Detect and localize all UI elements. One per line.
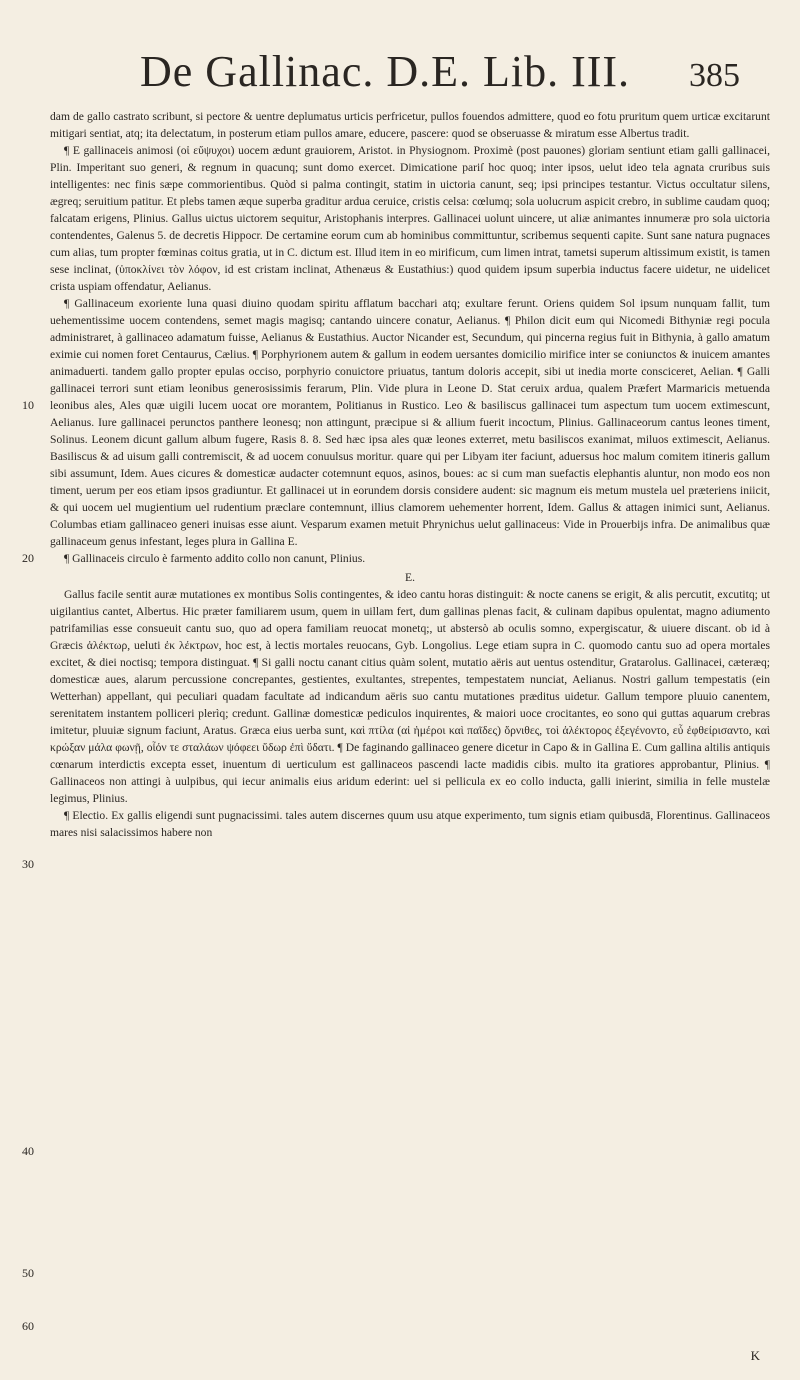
line-number: 30 bbox=[22, 857, 34, 871]
main-text bbox=[50, 108, 770, 841]
signature-mark: K bbox=[750, 1348, 760, 1363]
section-heading: E. bbox=[405, 571, 415, 584]
paragraph: ¶ Gallinaceum exoriente luna quasi diuino quodam spiritu afflatum bacchari atq; exultare ferunt. Oriens quidem Sol ipsum nunquam fallit, tum uehementissime uocem contendens, semet magis magisq; cantando uincere conatur, Aelianus. ¶ Philon dicit eum qui Nicomedi Bithyniæ regi pocula administraret, à gallinaceo adamatum fuisse, Aelianus & Eustathius. Auctor Nicander est, Secundum, qui pincerna regius fuit in Bithynia, à gallo amatum eximie cui nomen foret Centaurus, Cælius. ¶ Porphyrionem autem & gallum in eodem uersantes domicilio mirifice inter se coniunctos & inuicem amantes animaduerti. tandem gallo propter epulas occiso, porphyrio conuictore priuatus, tantum doloris accepit, sibi ut inedia morte consciceret, Aelian. ¶ Galli gallinacei terrori sunt etiam leonibus generosissimis ferarum, Plin. Vide plura in Leone D. Stat ceruix ardua, qualem Præfert Marmaricis metuenda leonibus ales, Ales quæ uigili lucem uocat ore morantem, Politianus in Rustico. Leo & basiliscus gallinacei tum aspectum tum uocem extimescunt, Aelianus. Iure gallinacei perunctos panthere leonesq; non attingunt, præcipue si & allium fuerit incoctum, Plinius. Gallinaceorum cantus leones timent, Solinus. Leonem dicunt gallum album fugere, Rasis 8. 8. Sed hæc ipsa ales quæ leones exterret, metu basiliscos exanimat, miluos extimescit, Aelianus. Basiliscus & ad uisum galli contremiscit, & ad uocem conuulsus moritur. quare qui per Libyam iter faciunt, aduersus hoc malum comitem itineris gallum sibi assumunt, Idem. Aues cicures & domesticæ audacter cotemnunt equos, asinos, boues: ac si cum man suefactis elephantis aluntur, non modo eos non timent, uerum per eos etiam ipsos gradiuntur. Et gallinacei ut in eorundem dorsis considere audent: sic magnum eis metum mustela uel præteriens iniicit, & qui uocem uel mugientium uel rudentium præclare contemnunt, illius clamorem uehementer horrent, Idem. Gallus & attagen inimici sunt, Aelianus. Columbas etiam gallinaceo generi inuisas esse aiunt. Vesparum examen metuit Phrynichus uelut gallinaceus: Vide in Prouerbijs infra. De animalibus quæ gallinaceum genus infestant, leges plura in Gallina E. bbox=[50, 297, 770, 548]
paragraph: ¶ E gallinaceis animosi (οἱ εὔψυχοι) uocem ædunt grauiorem, Aristot. in Physiognom. Proximè (post pauones) gloriam sentiunt etiam galli gallinacei, Plin. Imperitant suo generi, & regnum in quacunq; sunt domo exercet. Dimicatione pariſ hoc quoq; inter ipsos, uelut ideo tela agnata cruribus suis intelligentes: nec finis sæpe commorientibus. Quòd si palma contingit, statim in uictoria canunt, seq; ipsi principes testantur. Victus occultatur silens, ægreq; seruitium patitur. Et plebs tamen æque superba graditur ardua ceruice, cristis celsa: cœlumq; sola uolucrum aspicit crebro, in sublime caudam quoq; falcatam erigens, Plinius. Gallus uictus uictorem sequitur, Aristophanis interpres. Gallinacei uolunt uincere, ut aliæ animantes innumeræ pro sola uictoria contendentes, Galenus 5. de decretis Hippocr. De certamine eorum cum ab hominibus committuntur, scribemus sequenti capite. Sunt sane natura pugnaces cum alias, tum propter fœminas coitus gratia, ut in C. dictum est. Illud item in eo mirificum, cum limen intrat, tametsi superum altissimum existit, is tamen sese inclinat, (ὑποκλίνει τὸν λόφον, id est cristam inclinat, Athenæus & Eustathius:) quod quidem ipsum superbia inductus facere uidetur, ne uidelicet crista uspiam offendatur, Aelianus. bbox=[50, 144, 770, 293]
line-number: 40 bbox=[22, 1144, 34, 1158]
line-number: 20 bbox=[22, 551, 34, 565]
line-number: 10 bbox=[22, 398, 34, 412]
paragraph: ¶ Gallinaceis circulo è farmento addito collo non canunt, Plinius. bbox=[64, 552, 366, 565]
running-title: De Gallinac. D.E. Lib. III. bbox=[140, 47, 631, 96]
paragraph: ¶ Electio. Ex gallis eligendi sunt pugnacissimi. tales autem discernes quum usu atque experimento, tum signis etiam quibusdā, Florentinus. Gallinaceos mares nisi salacissimos habere non bbox=[50, 809, 770, 839]
paragraph: dam de gallo castrato scribunt, si pectore & uentre deplumatus urticis perfricetur, pullos fouendos admittere, quod eo fotu pruritum quem urticæ excitarunt mitigari sentiat, atq; ita delectatum, in posterum etiam pullos amare, educere, pascere: quod se obseruasse & miratum esse Albertus tradit. bbox=[50, 110, 770, 140]
line-number: 60 bbox=[22, 1319, 34, 1333]
line-number: 50 bbox=[22, 1266, 34, 1280]
paragraph: Gallus facile sentit auræ mutationes ex montibus Solis contingentes, & ideo cantu horas distinguit: & nocte canens se erigit, & alis percutit, excutitq; ut uigilantius cantet, Albertus. Hic præter familiarem usum, quem in uillam fert, dum gallinas plenas facit, & culinam dapibus opulentat, magno adiumento patrifamilias esse consueuit cantu suo, quo ad opera familiam reuocat monetq;, ut abstersò ab oculis somno, expergiscatur, & uiuere discant. ob id à Græcis ἀλέκτωρ, ueluti ἐκ λέκτρων, hoc est, à lectis mortales reuocans, Gyb. Longolius. Lege etiam supra in C. quomodo cantu suo ad opera mortales excitet, & diei noctisq; tempora distinguat. ¶ Si galli noctu canant citius quàm solent, mutatio aëris aut uentus ostenditur, Gratarolus. Gallinacei, cæteræq; domesticæ aues, alarum percussione concrepantes, gestientes, exultantes, strepentes, tempestatem nunciat, Aelianus. Nostri gallum tempestatis (ein Wetterhan) appellant, qui peculiari quadam facultate ad indicandum aëris suo cantu mutationes præditus uidetur. Gallum tempore pluuio canentem, serenitatem instantem polliceri plerìq; credunt. Gallinæ domesticæ pediculos inquirentes, & maiori uoce crocitantes, eo sono qui guttas aquarum crebras imitetur, pluuiæ signum faciunt, Aratus. Græca eius uerba sunt, καὶ πτίλα (αἱ ἡμέροι καὶ παῖδες) ὄρνιθες, τοὶ ἀλέκτορος ἐξεγένοντο, εὖ ἐφθείρισαντο, καὶ κρώξαν μάλα φωνῇ, οἷόν τε σταλάων ψόφεει ὕδωρ ἐπὶ ὕδατι. ¶ De faginando gallinaceo genere dicetur in Capo & in Gallina E. Cum gallina altilis antiquis cœnarum interdictis excepta esset, inuentum di uerticulum est gallinaceos pascendi lacte madidis cibis. multo ita gratiores approbantur, Plinius. ¶ Gallinaceos non attingi à uulpibus, qui iecur animalis eius aridum ederint: uel si pellicula ex eo collo inducta, galli inierint, similia in felle mustelæ legimus, Plinius. bbox=[50, 588, 770, 805]
running-header bbox=[140, 44, 740, 104]
page-number: 385 bbox=[689, 57, 740, 94]
